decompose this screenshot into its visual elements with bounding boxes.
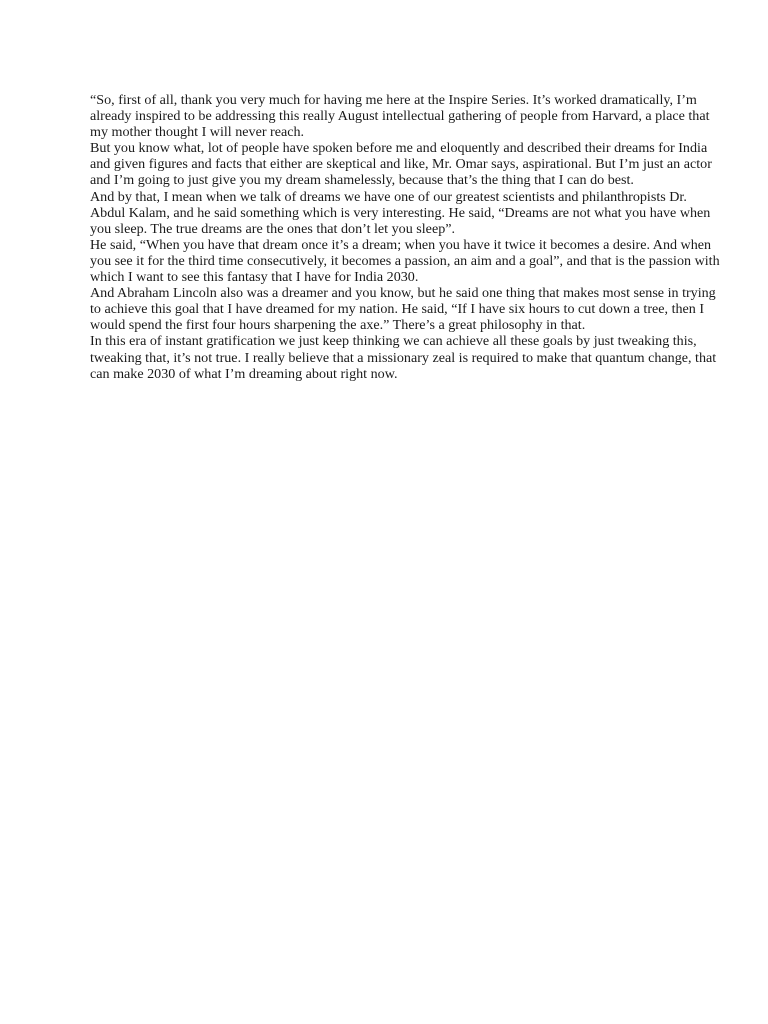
paragraph-dreams-for-india: But you know what, lot of people have spoken before me and eloquently and described their dreams for India and given figures and facts that either are skeptical and like, Mr. Omar says, aspirational. But I’m just an actor and I’m going to just give you my dream shamelessly, because that’s the thing that I can do best.: [90, 140, 712, 189]
paragraph-dream-desire-passion: He said, “When you have that dream once it’s a dream; when you have it twice it becomes a desire. And when you see it for the third time consecutively, it becomes a passion, an aim and a goal”, and that is the passion with which I want to see this fantasy that I have for India 2030.: [90, 236, 720, 286]
paragraph-instant-gratification: In this era of instant gratification we just keep thinking we can achieve all these goals by just tweaking this, tweaking that, it’s not true. I really believe that a missionary zeal is required to make that quantum change, that can make 2030 of what I’m dreaming about right now.: [90, 333, 717, 382]
paragraph-intro: “So, first of all, thank you very much for having me here at the Inspire Series. It’s worked dramatically, I’m already inspired to be addressing this really August intellectual gathering of people from Harvard, a place that my mother thought I will never reach.: [90, 92, 710, 141]
paragraph-abdul-kalam: And by that, I mean when we talk of dreams we have one of our greatest scientists and philanthropists Dr. Abdul Kalam, and he said something which is very interesting. He said, “Dreams are not what you have when you sleep. The true dreams are the ones that don’t let you sleep”.: [90, 188, 711, 237]
speech-transcript: [90, 92, 720, 382]
paragraph-abraham-lincoln: And Abraham Lincoln also was a dreamer and you know, but he said one thing that makes most sense in trying to achieve this goal that I have dreamed for my nation. He said, “If I have six hours to cut down a tree, then I would spend the first four hours sharpening the axe.” There’s a great philosophy in that.: [90, 285, 716, 334]
